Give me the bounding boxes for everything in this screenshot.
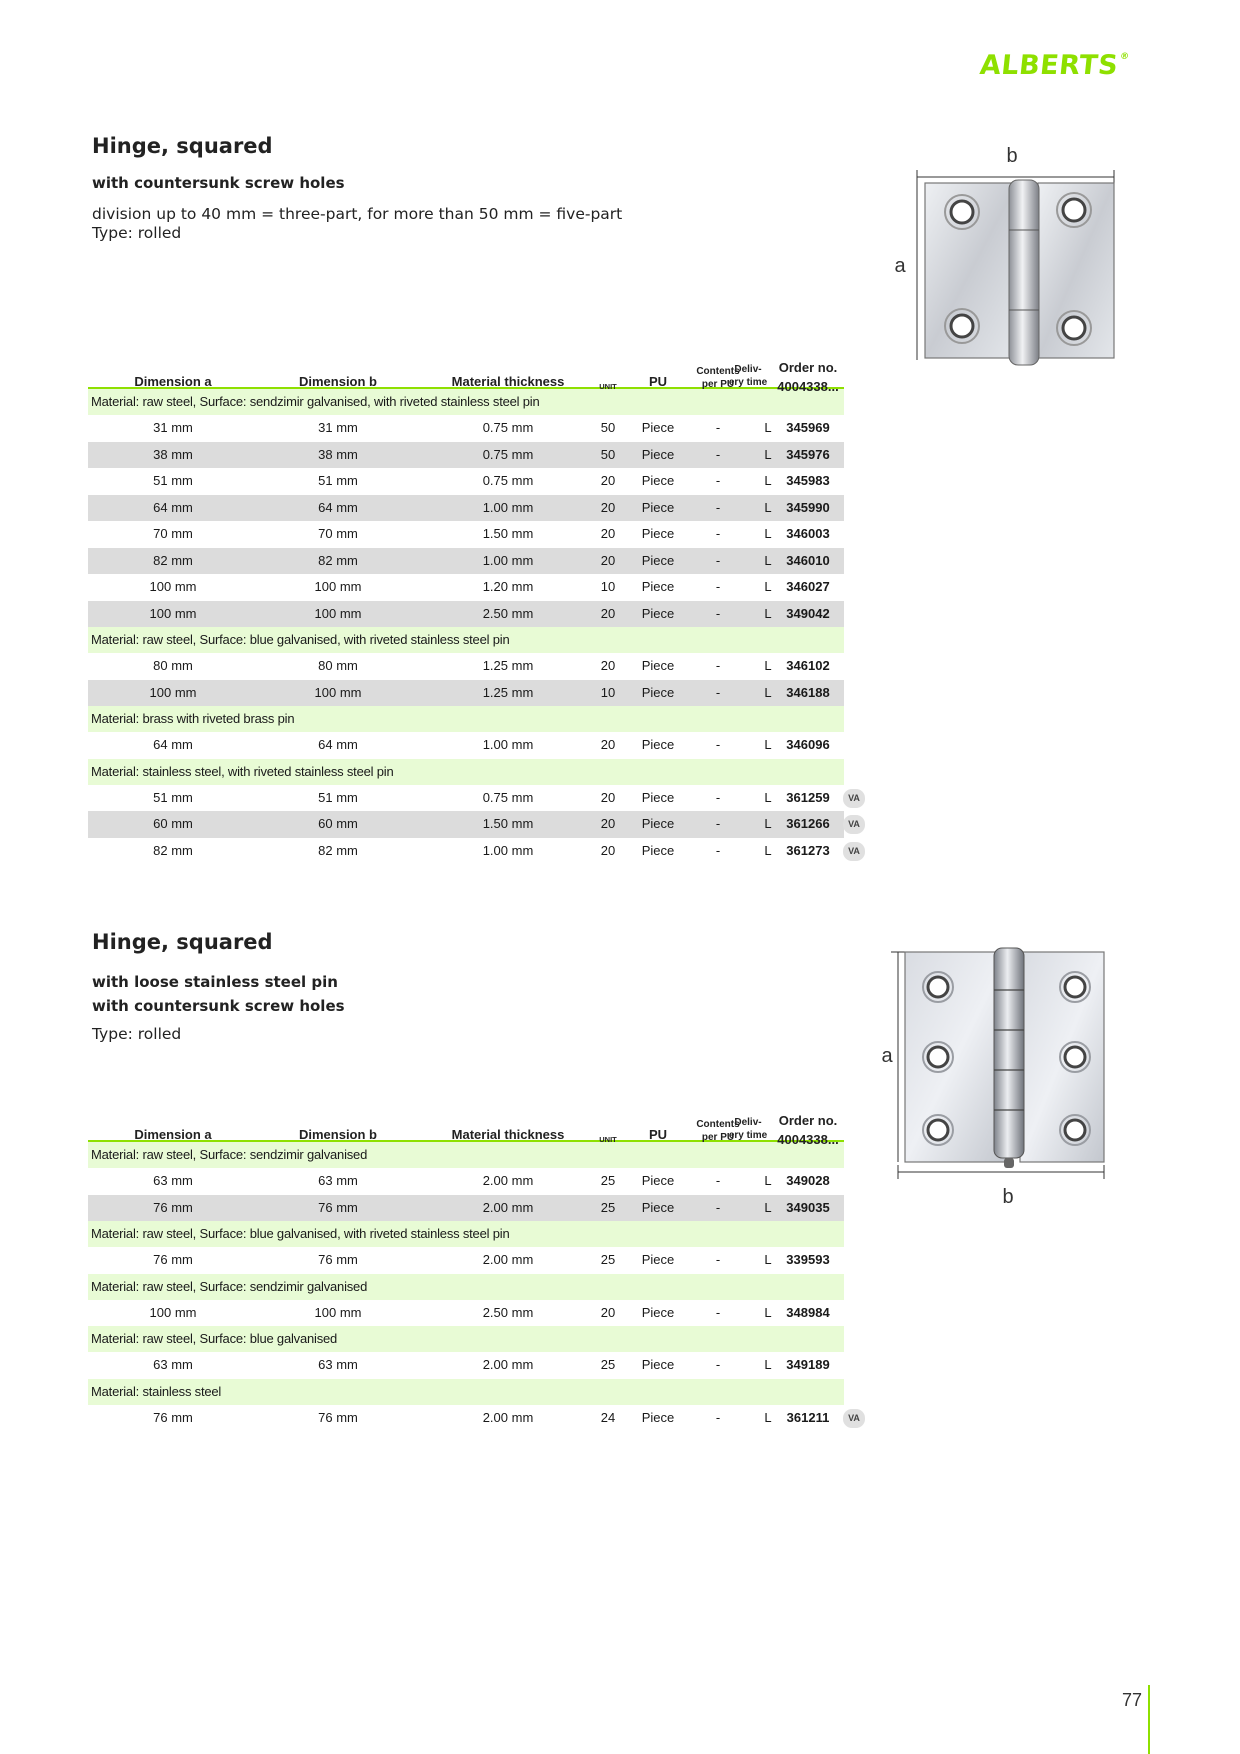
header-delivery-time xyxy=(718,1116,778,1142)
header-dimension-a: Dimension a xyxy=(134,1127,212,1142)
cell-pu: Piece xyxy=(641,499,675,515)
cell-order-no: 345983 xyxy=(786,473,830,488)
cell-delivery-time: L xyxy=(764,1357,772,1372)
cell-contents-per-pu: - xyxy=(715,1357,721,1372)
cell-dimension-b: 76 mm xyxy=(318,1199,358,1215)
header-contents-line1: Contents xyxy=(696,366,740,377)
cell-contents-per-pu: - xyxy=(715,1304,721,1320)
cell-order-no: 349035 xyxy=(786,1199,830,1215)
product-table-2 xyxy=(88,1086,860,1431)
cell-pu: Piece xyxy=(641,420,675,435)
header-dimension-b: Dimension b xyxy=(298,374,377,389)
cell-contents-per-pu: - xyxy=(715,1173,721,1188)
cell-unit: 10 xyxy=(600,684,616,700)
table1-body xyxy=(88,389,860,864)
header-dimension-b: Dimension b xyxy=(298,1127,377,1142)
header-unit: UNIT xyxy=(599,1135,617,1144)
cell-dimension-b: 100 mm xyxy=(314,579,362,594)
table2-body xyxy=(88,1142,860,1431)
cell-contents-per-pu: - xyxy=(715,446,721,462)
cell-order-no: 361266 xyxy=(786,816,830,831)
cell-dimension-b: 63 mm xyxy=(318,1173,358,1188)
cell-dimension-b: 31 mm xyxy=(318,420,358,435)
cell-contents-per-pu: - xyxy=(715,473,721,488)
cell-order-no: 345969 xyxy=(786,420,830,435)
cell-material-thickness: 2.00 mm xyxy=(482,1357,534,1372)
cell-pu: Piece xyxy=(641,684,675,700)
cell-delivery-time: L xyxy=(764,1199,772,1215)
cell-material-thickness: 1.50 mm xyxy=(482,526,534,541)
cell-material-thickness: 2.00 mm xyxy=(482,1173,534,1188)
brand-logo xyxy=(978,50,1130,81)
cell-unit: 25 xyxy=(600,1252,616,1267)
cell-dimension-b: 70 mm xyxy=(318,526,358,541)
header-delivery-line2: ery time xyxy=(728,1130,768,1141)
cell-pu: Piece xyxy=(641,658,675,673)
section2-subtitle-line2: with countersunk screw holes xyxy=(92,997,345,1015)
cell-order-no: 348984 xyxy=(786,1304,830,1320)
cell-dimension-b: 60 mm xyxy=(318,816,358,831)
cell-order-no: 349028 xyxy=(786,1173,830,1188)
cell-material-thickness: 2.00 mm xyxy=(482,1252,534,1267)
cell-dimension-b: 64 mm xyxy=(318,499,358,515)
cell-unit: 20 xyxy=(600,552,616,568)
va-stainless-badge: VA xyxy=(843,789,865,808)
cell-order-no: 346102 xyxy=(786,658,830,673)
cell-delivery-time: L xyxy=(764,499,772,515)
cell-dimension-a: 51 mm xyxy=(153,789,193,805)
cell-unit: 20 xyxy=(600,658,616,673)
page-number: 77 xyxy=(1122,1690,1143,1710)
header-pu: PU xyxy=(648,1127,668,1142)
cell-pu: Piece xyxy=(641,1199,675,1215)
cell-unit: 20 xyxy=(600,499,616,515)
cell-dimension-a: 76 mm xyxy=(153,1252,193,1267)
cell-pu: Piece xyxy=(641,1357,675,1372)
cell-pu: Piece xyxy=(641,446,675,462)
cell-dimension-a: 82 mm xyxy=(153,842,193,858)
cell-pu: Piece xyxy=(641,1304,675,1320)
cell-material-thickness: 0.75 mm xyxy=(482,473,534,488)
table1-header xyxy=(88,333,844,394)
cell-pu: Piece xyxy=(641,473,675,488)
cell-contents-per-pu: - xyxy=(715,658,721,673)
cell-contents-per-pu: - xyxy=(715,552,721,568)
cell-dimension-a: 70 mm xyxy=(153,526,193,541)
cell-unit: 20 xyxy=(600,842,616,858)
cell-pu: Piece xyxy=(641,579,675,594)
header-contents-line2: per PU xyxy=(701,379,735,390)
section2-title: Hinge, squared xyxy=(92,930,273,954)
va-stainless-badge: VA xyxy=(843,815,865,834)
header-delivery-line1: Deliv- xyxy=(734,364,762,375)
cell-dimension-a: 76 mm xyxy=(153,1409,193,1425)
cell-delivery-time: L xyxy=(764,816,772,831)
cell-delivery-time: L xyxy=(764,1304,772,1320)
cell-dimension-b: 51 mm xyxy=(318,789,358,805)
table2-header xyxy=(88,1086,844,1147)
cell-unit: 20 xyxy=(600,789,616,805)
figure1-label-a: a xyxy=(894,255,906,277)
cell-material-thickness: 1.20 mm xyxy=(482,579,534,594)
cell-delivery-time: L xyxy=(764,842,772,858)
cell-dimension-a: 31 mm xyxy=(153,420,193,435)
header-order-line1: Order no. xyxy=(778,1113,838,1128)
cell-delivery-time: L xyxy=(764,789,772,805)
table-row xyxy=(88,838,860,865)
cell-contents-per-pu: - xyxy=(715,579,721,594)
section2-description: Type: rolled xyxy=(92,1025,182,1043)
table-row xyxy=(88,732,844,759)
cell-pu: Piece xyxy=(641,1252,675,1267)
cell-dimension-a: 100 mm xyxy=(149,1304,197,1320)
cell-delivery-time: L xyxy=(764,579,772,594)
cell-material-thickness: 1.00 mm xyxy=(482,552,534,568)
section1-description xyxy=(92,205,622,243)
cell-pu: Piece xyxy=(641,1409,675,1425)
table-row xyxy=(88,1168,844,1195)
cell-dimension-b: 76 mm xyxy=(318,1252,358,1267)
section2-subtitle xyxy=(92,970,345,1018)
material-group-header: Material: raw steel, Surface: blue galvanised xyxy=(88,1326,844,1352)
cell-unit: 25 xyxy=(600,1173,616,1188)
cell-unit: 50 xyxy=(600,446,616,462)
cell-contents-per-pu: - xyxy=(715,420,721,435)
cell-material-thickness: 0.75 mm xyxy=(482,446,534,462)
figure1-label-b: b xyxy=(1006,145,1018,167)
cell-dimension-b: 100 mm xyxy=(314,684,362,700)
cell-dimension-b: 76 mm xyxy=(318,1409,358,1425)
cell-order-no: 361273 xyxy=(786,842,830,858)
cell-delivery-time: L xyxy=(764,605,772,621)
header-material-thickness: Material thickness xyxy=(451,374,565,389)
cell-order-no: 349189 xyxy=(786,1357,830,1372)
va-stainless-badge: VA xyxy=(843,1409,865,1428)
cell-dimension-a: 76 mm xyxy=(153,1199,193,1215)
cell-delivery-time: L xyxy=(764,1252,772,1267)
cell-unit: 24 xyxy=(600,1409,616,1425)
table-row xyxy=(88,442,844,469)
cell-contents-per-pu: - xyxy=(715,526,721,541)
table-row xyxy=(88,574,844,601)
cell-dimension-b: 100 mm xyxy=(314,605,362,621)
cell-contents-per-pu: - xyxy=(715,1199,721,1215)
cell-dimension-a: 100 mm xyxy=(149,605,197,621)
cell-dimension-b: 82 mm xyxy=(318,552,358,568)
cell-unit: 20 xyxy=(600,737,616,752)
cell-pu: Piece xyxy=(641,605,675,621)
table-row xyxy=(88,653,844,680)
cell-contents-per-pu: - xyxy=(715,499,721,515)
cell-delivery-time: L xyxy=(764,1409,772,1425)
section1-description-line1: division up to 40 mm = three-part, for more than 50 mm = five-part xyxy=(92,205,623,223)
cell-contents-per-pu: - xyxy=(715,842,721,858)
cell-material-thickness: 1.25 mm xyxy=(482,684,534,700)
cell-delivery-time: L xyxy=(764,658,772,673)
cell-pu: Piece xyxy=(641,737,675,752)
cell-contents-per-pu: - xyxy=(715,684,721,700)
cell-pu: Piece xyxy=(641,816,675,831)
cell-order-no: 361211 xyxy=(786,1409,830,1425)
table-row xyxy=(88,1352,844,1379)
header-unit: UNIT xyxy=(599,382,617,391)
header-dimension-a: Dimension a xyxy=(134,374,212,389)
cell-material-thickness: 0.75 mm xyxy=(482,789,534,805)
hinge-figure-1 xyxy=(890,140,1120,375)
section1-subtitle: with countersunk screw holes xyxy=(92,174,345,192)
section1-title: Hinge, squared xyxy=(92,134,273,158)
cell-unit: 50 xyxy=(600,420,616,435)
header-delivery-line1: Deliv- xyxy=(734,1117,762,1128)
cell-unit: 25 xyxy=(600,1357,616,1372)
table-row xyxy=(88,1300,844,1327)
cell-unit: 20 xyxy=(600,1304,616,1320)
cell-delivery-time: L xyxy=(764,684,772,700)
cell-material-thickness: 1.25 mm xyxy=(482,658,534,673)
cell-dimension-b: 64 mm xyxy=(318,737,358,752)
header-order-line1: Order no. xyxy=(778,360,838,375)
header-contents-line2: per PU xyxy=(701,1132,735,1143)
cell-dimension-a: 64 mm xyxy=(153,737,193,752)
section1-description-line2: Type: rolled xyxy=(92,224,182,242)
cell-dimension-b: 51 mm xyxy=(318,473,358,488)
header-order-line2: 4004338... xyxy=(777,1132,839,1147)
cell-dimension-a: 100 mm xyxy=(149,684,197,700)
material-group-header: Material: stainless steel, with riveted stainless steel pin xyxy=(88,759,844,785)
cell-material-thickness: 2.00 mm xyxy=(482,1199,534,1215)
cell-pu: Piece xyxy=(641,842,675,858)
cell-material-thickness: 1.00 mm xyxy=(482,737,534,752)
cell-material-thickness: 2.50 mm xyxy=(482,605,534,621)
table-row xyxy=(88,1247,844,1274)
material-group-header: Material: brass with riveted brass pin xyxy=(88,706,844,732)
header-contents-line1: Contents xyxy=(696,1119,740,1130)
cell-order-no: 346003 xyxy=(786,526,830,541)
material-group-header: Material: raw steel, Surface: sendzimir galvanised, with riveted stainless steel pin xyxy=(88,389,844,415)
table-row xyxy=(88,811,860,838)
material-group-header: Material: raw steel, Surface: sendzimir galvanised xyxy=(88,1274,844,1300)
cell-unit: 10 xyxy=(600,579,616,594)
cell-order-no: 346010 xyxy=(786,552,830,568)
cell-delivery-time: L xyxy=(764,446,772,462)
cell-contents-per-pu: - xyxy=(715,789,721,805)
cell-dimension-b: 38 mm xyxy=(318,446,358,462)
header-order-no xyxy=(773,1111,843,1149)
cell-delivery-time: L xyxy=(764,737,772,752)
material-group-header: Material: stainless steel xyxy=(88,1379,844,1405)
cell-dimension-a: 63 mm xyxy=(153,1173,193,1188)
product-table-1 xyxy=(88,333,860,864)
cell-delivery-time: L xyxy=(764,473,772,488)
cell-order-no: 346096 xyxy=(786,737,830,752)
cell-dimension-a: 82 mm xyxy=(153,552,193,568)
header-delivery-time xyxy=(718,363,778,389)
cell-material-thickness: 2.00 mm xyxy=(482,1409,534,1425)
cell-order-no: 345990 xyxy=(786,499,830,515)
cell-delivery-time: L xyxy=(764,1173,772,1188)
cell-material-thickness: 1.00 mm xyxy=(482,499,534,515)
cell-dimension-b: 80 mm xyxy=(318,658,358,673)
cell-order-no: 349042 xyxy=(786,605,830,621)
cell-material-thickness: 1.50 mm xyxy=(482,816,534,831)
material-group-header: Material: raw steel, Surface: sendzimir galvanised xyxy=(88,1142,844,1168)
header-material-thickness: Material thickness xyxy=(451,1127,565,1142)
cell-order-no: 346188 xyxy=(786,684,830,700)
cell-pu: Piece xyxy=(641,789,675,805)
cell-dimension-a: 100 mm xyxy=(149,579,197,594)
cell-delivery-time: L xyxy=(764,420,772,435)
cell-material-thickness: 0.75 mm xyxy=(482,420,534,435)
cell-contents-per-pu: - xyxy=(715,605,721,621)
cell-dimension-b: 82 mm xyxy=(318,842,358,858)
table-row xyxy=(88,521,844,548)
cell-order-no: 346027 xyxy=(786,579,830,594)
cell-dimension-a: 51 mm xyxy=(153,473,193,488)
hinge-figure-2 xyxy=(880,940,1125,1215)
cell-contents-per-pu: - xyxy=(715,1252,721,1267)
cell-order-no: 361259 xyxy=(786,789,830,805)
table-row xyxy=(88,785,860,812)
table-row xyxy=(88,495,844,522)
header-order-no xyxy=(773,358,843,396)
cell-contents-per-pu: - xyxy=(715,816,721,831)
cell-unit: 20 xyxy=(600,526,616,541)
cell-material-thickness: 1.00 mm xyxy=(482,842,534,858)
va-stainless-badge: VA xyxy=(843,842,865,861)
material-group-header: Material: raw steel, Surface: blue galvanised, with riveted stainless steel pin xyxy=(88,1221,844,1247)
table-row xyxy=(88,468,844,495)
cell-contents-per-pu: - xyxy=(715,1409,721,1425)
cell-pu: Piece xyxy=(641,552,675,568)
cell-dimension-a: 80 mm xyxy=(153,658,193,673)
table-row xyxy=(88,680,844,707)
table-row xyxy=(88,415,844,442)
brand-name: ALBERTS xyxy=(978,50,1120,81)
cell-unit: 20 xyxy=(600,473,616,488)
figure2-label-b: b xyxy=(1002,1186,1014,1208)
cell-unit: 25 xyxy=(600,1199,616,1215)
registered-mark: ® xyxy=(1119,52,1130,62)
figure2-label-a: a xyxy=(881,1045,893,1067)
page-number-bar xyxy=(1148,1685,1150,1754)
cell-dimension-b: 63 mm xyxy=(318,1357,358,1372)
cell-dimension-a: 60 mm xyxy=(153,816,193,831)
cell-pu: Piece xyxy=(641,1173,675,1188)
cell-dimension-a: 38 mm xyxy=(153,446,193,462)
section2-subtitle-line1: with loose stainless steel pin xyxy=(92,973,338,991)
cell-pu: Piece xyxy=(641,526,675,541)
material-group-header: Material: raw steel, Surface: blue galvanised, with riveted stainless steel pin xyxy=(88,627,844,653)
table-row xyxy=(88,548,844,575)
table-row xyxy=(88,601,844,628)
cell-dimension-b: 100 mm xyxy=(314,1304,362,1320)
header-order-line2: 4004338... xyxy=(777,379,839,394)
cell-material-thickness: 2.50 mm xyxy=(482,1304,534,1320)
cell-contents-per-pu: - xyxy=(715,737,721,752)
table-row xyxy=(88,1405,860,1432)
header-pu: PU xyxy=(648,374,668,389)
cell-dimension-a: 63 mm xyxy=(153,1357,193,1372)
cell-dimension-a: 64 mm xyxy=(153,499,193,515)
cell-order-no: 345976 xyxy=(786,446,830,462)
cell-order-no: 339593 xyxy=(786,1252,830,1267)
header-delivery-line2: ery time xyxy=(728,377,768,388)
cell-delivery-time: L xyxy=(764,526,772,541)
cell-delivery-time: L xyxy=(764,552,772,568)
table-row xyxy=(88,1195,844,1222)
cell-unit: 20 xyxy=(600,816,616,831)
cell-unit: 20 xyxy=(600,605,616,621)
